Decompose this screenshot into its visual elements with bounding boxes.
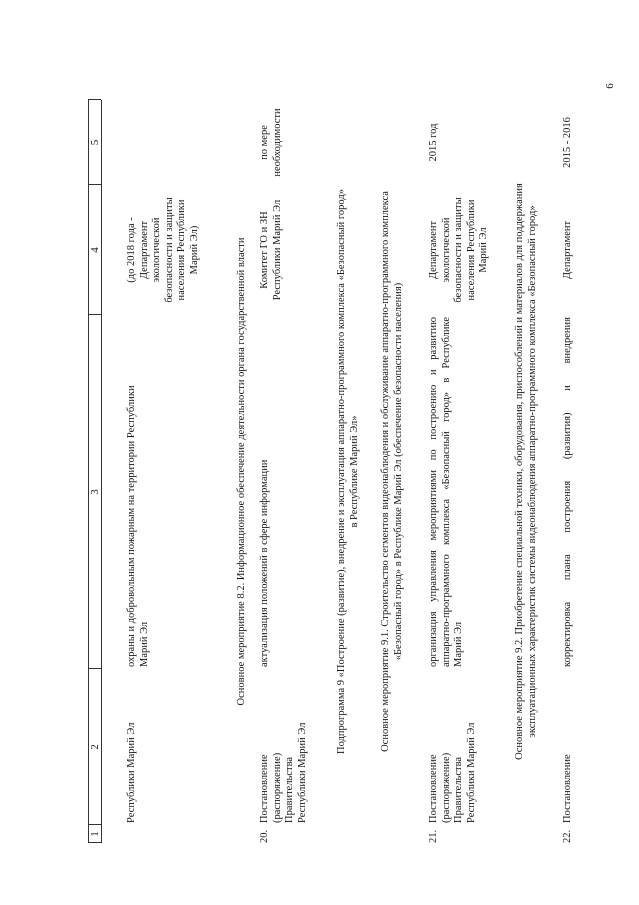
section-heading-9-2: Основное мероприятие 9.2. Приобретение специальной техники, оборудования, приспособлений и материалов для поддержания эксплуатационных характеристик системы видеонаблюдения аппаратно-программного комплекса «Безопасный город» [514, 183, 538, 760]
row-22-executor: Департамент [562, 220, 573, 280]
row-20-period: по мере необходимости [259, 108, 283, 177]
row-20-doc: Постановление (распоряжение) Правительства Республики Марий Эл [259, 722, 308, 823]
header-col-1: 1 [89, 831, 101, 837]
header-col-4: 4 [89, 247, 101, 253]
header-col-2: 2 [89, 744, 101, 750]
row-20-executor: Комитет ГО и ЗН Республики Марий Эл [259, 199, 283, 301]
row-22-period: 2015 - 2016 [562, 117, 573, 168]
row-21-period: 2015 год [428, 123, 439, 162]
row-21-content: организация управления мероприятиями по построению и развитию аппаратно-программного комплекса «Безопасный город» в Республике Марий Эл [428, 317, 465, 667]
row-21-number: 21. [428, 829, 439, 843]
continuation-executor-cell: (до 2018 года - Департамент экологической безопасности и защиты населения Республики Марий Эл) [126, 197, 200, 303]
row-21-doc: Постановление (распоряжение) Правительства Республики Марий Эл [428, 722, 477, 823]
section-heading-9-1: Основное мероприятие 9.1. Строительство сегментов видеонаблюдения и обслуживание аппаратно-программного комплекса «Безопасный город» в Республике Марий Эл (обеспечение безопасности населения) [380, 191, 404, 752]
header-bottom-border [101, 100, 102, 843]
row-20-number: 20. [259, 829, 270, 843]
header-col-3: 3 [89, 489, 101, 495]
continuation-doc-cell: Республики Марий Эл [126, 722, 137, 823]
page-number: 6 [603, 83, 616, 89]
row-22-content: корректировка плана построения (развития) и внедрения [562, 317, 573, 667]
row-21-executor: Департамент экологической безопасности и защиты населения Республики Марий Эл [428, 197, 490, 303]
row-20-content: актуализация положений в сфере информации [259, 459, 270, 667]
row-22-number: 22. [562, 829, 573, 843]
header-col-5: 5 [89, 139, 101, 146]
row-22-doc: Постановление [562, 754, 573, 823]
continuation-content-cell: охраны и добровольным пожарным на территории Республики Марий Эл [126, 385, 150, 667]
subprogram-9-heading: Подпрограмма 9 «Построение (развитие), внедрение и эксплуатация аппаратно-программного комплекса «Безопасный город» в Республике Марий Эл» [336, 189, 360, 754]
section-heading-8-2: Основное мероприятие 8.2. Информационное обеспечение деятельности органа государственной власти [236, 237, 247, 706]
